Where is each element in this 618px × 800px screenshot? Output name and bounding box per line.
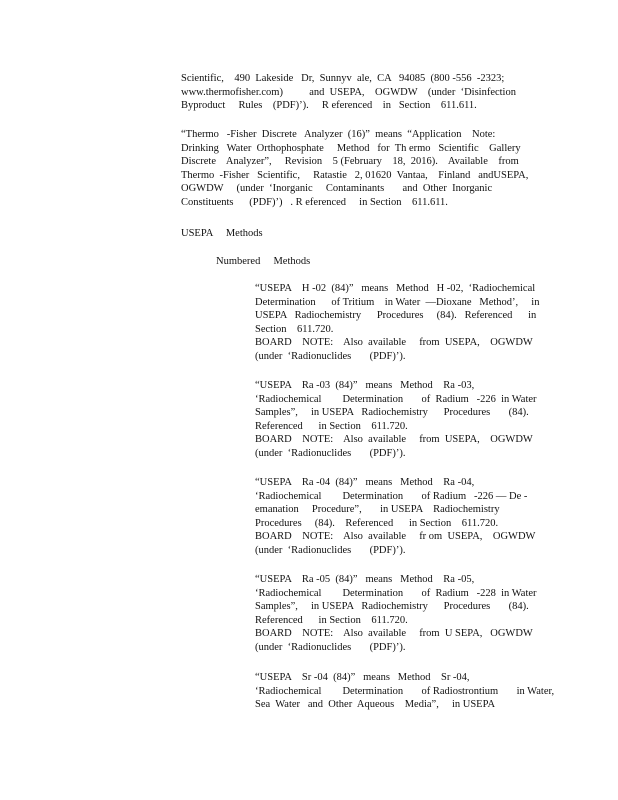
text-line: ‘Radiochemical Determination of Radiostrontium in Water, bbox=[255, 685, 555, 697]
intro-paragraph-1 bbox=[181, 72, 516, 113]
text-line: “Thermo -Fisher Discrete Analyzer (16)” means “Application Note: bbox=[181, 129, 496, 140]
text-line: “USEPA Ra -03 (84)” means Method Ra -03, bbox=[255, 380, 475, 391]
method-entry-h02 bbox=[255, 282, 539, 364]
method-entry-ra04 bbox=[255, 476, 535, 558]
text-line: (under ‘Radionuclides (PDF)’). bbox=[255, 447, 406, 459]
text-line: Referenced in Section 611.720. bbox=[255, 614, 408, 626]
text-line: Determination of Tritium in Water —Dioxane Method’, in bbox=[255, 296, 540, 308]
text-line: Samples”, in USEPA Radiochemistry Procedures (84). bbox=[255, 601, 529, 613]
subsection-heading: Numbered Methods bbox=[216, 256, 311, 267]
text-line: “USEPA Ra -04 (84)” means Method Ra -04, bbox=[255, 477, 475, 488]
intro-paragraph-2 bbox=[181, 128, 528, 210]
text-line: (under ‘Radionuclides (PDF)’). bbox=[255, 544, 406, 556]
text-line: “USEPA Ra -05 (84)” means Method Ra -05, bbox=[255, 574, 475, 585]
text-line: USEPA Radiochemistry Procedures (84). Referenced in bbox=[255, 310, 537, 322]
text-line: Thermo -Fisher Scientific, Ratastie 2, 01620 Vantaa, Finland andUSEPA, bbox=[181, 169, 529, 181]
text-line: Samples”, in USEPA Radiochemistry Procedures (84). bbox=[255, 407, 529, 419]
text-line: Discrete Analyzer”, Revision 5 (February 18, 2016). Available from bbox=[181, 156, 519, 168]
text-line: “USEPA Sr -04 (84)” means Method Sr -04, bbox=[255, 672, 470, 683]
text-line: Procedures (84). Referenced in Section 611.720. bbox=[255, 517, 499, 529]
text-line: Drinking Water Orthophosphate Method for Th ermo Scientific Gallery bbox=[181, 142, 521, 154]
text-line: (under ‘Radionuclides (PDF)’). bbox=[255, 350, 406, 362]
text-line: Constituents (PDF)’) . R eferenced in Section 611.611. bbox=[181, 196, 448, 208]
text-line: (under ‘Radionuclides (PDF)’). bbox=[255, 641, 406, 653]
text-line: Referenced in Section 611.720. bbox=[255, 420, 408, 432]
text-line: Byproduct Rules (PDF)’). R eferenced in Section 611.611. bbox=[181, 100, 477, 112]
section-heading: USEPA Methods bbox=[181, 228, 263, 239]
text-line: BOARD NOTE: Also available from USEPA, OGWDW bbox=[255, 337, 533, 349]
text-line: Scientific, 490 Lakeside Dr, Sunnyv ale, CA 94085 (800 -556 -2323; bbox=[181, 73, 505, 84]
text-line: ‘Radiochemical Determination of Radium -226 — De - bbox=[255, 490, 528, 502]
text-line: ‘Radiochemical Determination of Radium -226 in Water bbox=[255, 393, 537, 405]
text-line: BOARD NOTE: Also available from USEPA, OGWDW bbox=[255, 434, 533, 446]
text-line: OGWDW (under ‘Inorganic Contaminants and Other Inorganic bbox=[181, 183, 493, 195]
text-line: Section 611.720. bbox=[255, 323, 334, 335]
text-line: “USEPA H -02 (84)” means Method H -02, ‘Radiochemical bbox=[255, 283, 536, 294]
text-line: emanation Procedure”, in USEPA Radiochemistry bbox=[255, 504, 500, 516]
text-line: ‘Radiochemical Determination of Radium -228 in Water bbox=[255, 587, 537, 599]
method-entry-ra03 bbox=[255, 379, 537, 461]
text-line: www.thermofisher.com) and USEPA, OGWDW (under ‘Disinfection bbox=[181, 86, 516, 98]
text-line: BOARD NOTE: Also available fr om USEPA, OGWDW bbox=[255, 531, 536, 543]
method-entry-ra05 bbox=[255, 573, 537, 655]
method-entry-sr04 bbox=[255, 671, 554, 712]
text-line: BOARD NOTE: Also available from U SEPA, OGWDW bbox=[255, 628, 533, 640]
text-line: Sea Water and Other Aqueous Media”, in USEPA bbox=[255, 699, 496, 711]
